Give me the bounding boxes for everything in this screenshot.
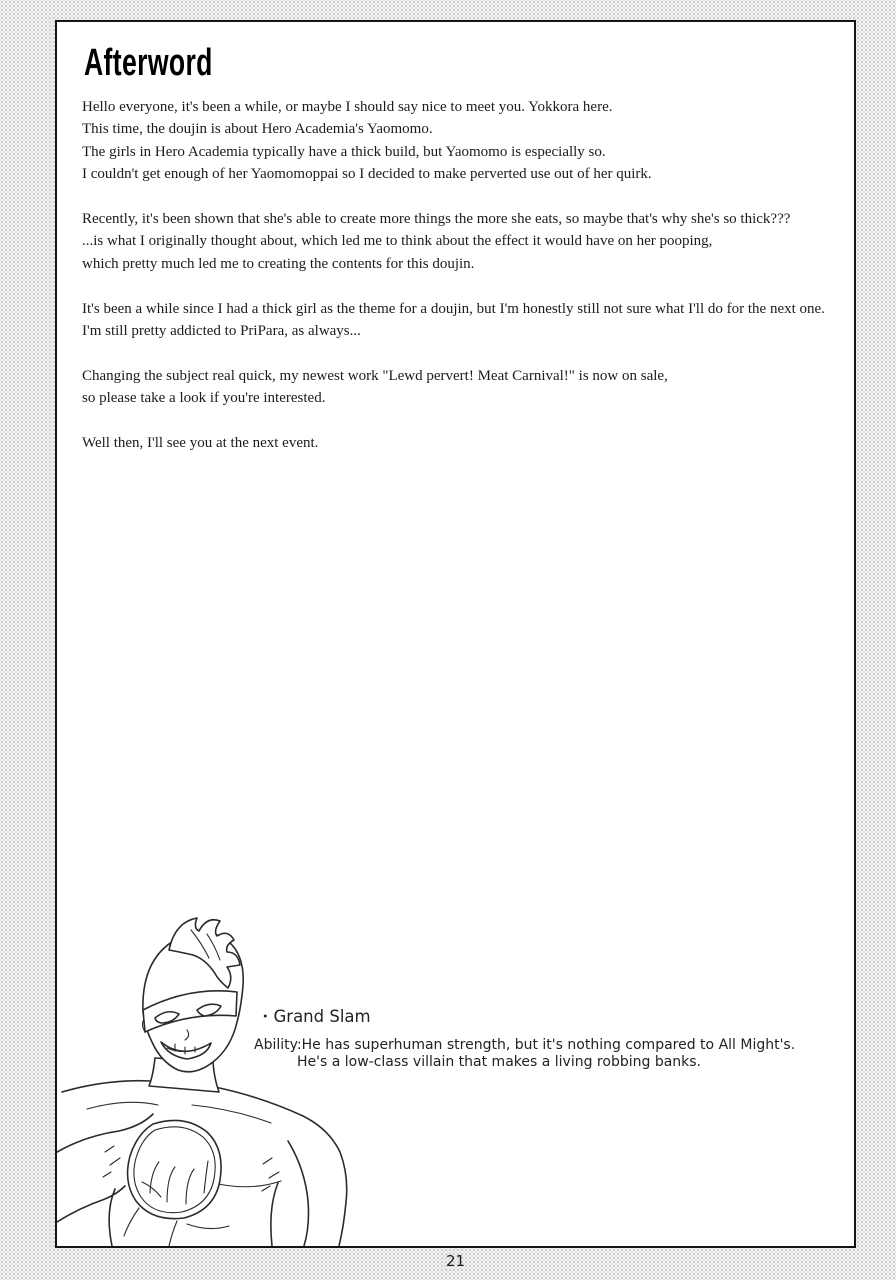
text-line: so please take a look if you're interested.: [82, 390, 326, 407]
afterword-page: [55, 20, 856, 1248]
paragraph-4: [82, 365, 844, 410]
text-line: Changing the subject real quick, my newest work "Lewd pervert! Meat Carnival!" is now on sale,: [82, 367, 668, 384]
text-line: Well then, I'll see you at the next event.: [82, 435, 319, 452]
paragraph-3: [82, 298, 844, 343]
text-line: I couldn't get enough of her Yaomomoppai so I decided to make perverted use out of her quirk.: [82, 166, 652, 183]
text-line: It's been a while since I had a thick girl as the theme for a doujin, but I'm honestly still not sure what I'll do for the next one.: [82, 300, 825, 317]
text-line: This time, the doujin is about Hero Academia's Yaomomo.: [82, 121, 433, 138]
text-line: The girls in Hero Academia typically have a thick build, but Yaomomo is especially so.: [82, 143, 606, 160]
paragraph-5: [82, 432, 844, 454]
afterword-text: [82, 96, 844, 477]
text-line: which pretty much led me to creating the contents for this doujin.: [82, 255, 475, 272]
character-ability-line2: He's a low-class villain that makes a living robbing banks.: [297, 1054, 702, 1070]
character-name-label: ・Grand Slam: [257, 1007, 371, 1026]
text-line: ...is what I originally thought about, which led me to think about the effect it would have on her pooping,: [82, 233, 713, 250]
text-line: I'm still pretty addicted to PriPara, as always...: [82, 323, 361, 340]
text-line: Hello everyone, it's been a while, or maybe I should say nice to meet you. Yokkora here.: [82, 99, 613, 115]
text-line: Recently, it's been shown that she's able to create more things the more she eats, so maybe that's why she's so thick???: [82, 211, 791, 228]
page-number: 21: [445, 1252, 466, 1270]
character-ability-line1: Ability:He has superhuman strength, but it's nothing compared to All Might's.: [254, 1037, 796, 1053]
paragraph-1: [82, 96, 844, 186]
paragraph-2: [82, 208, 844, 275]
page-title: Afterword: [84, 42, 213, 84]
